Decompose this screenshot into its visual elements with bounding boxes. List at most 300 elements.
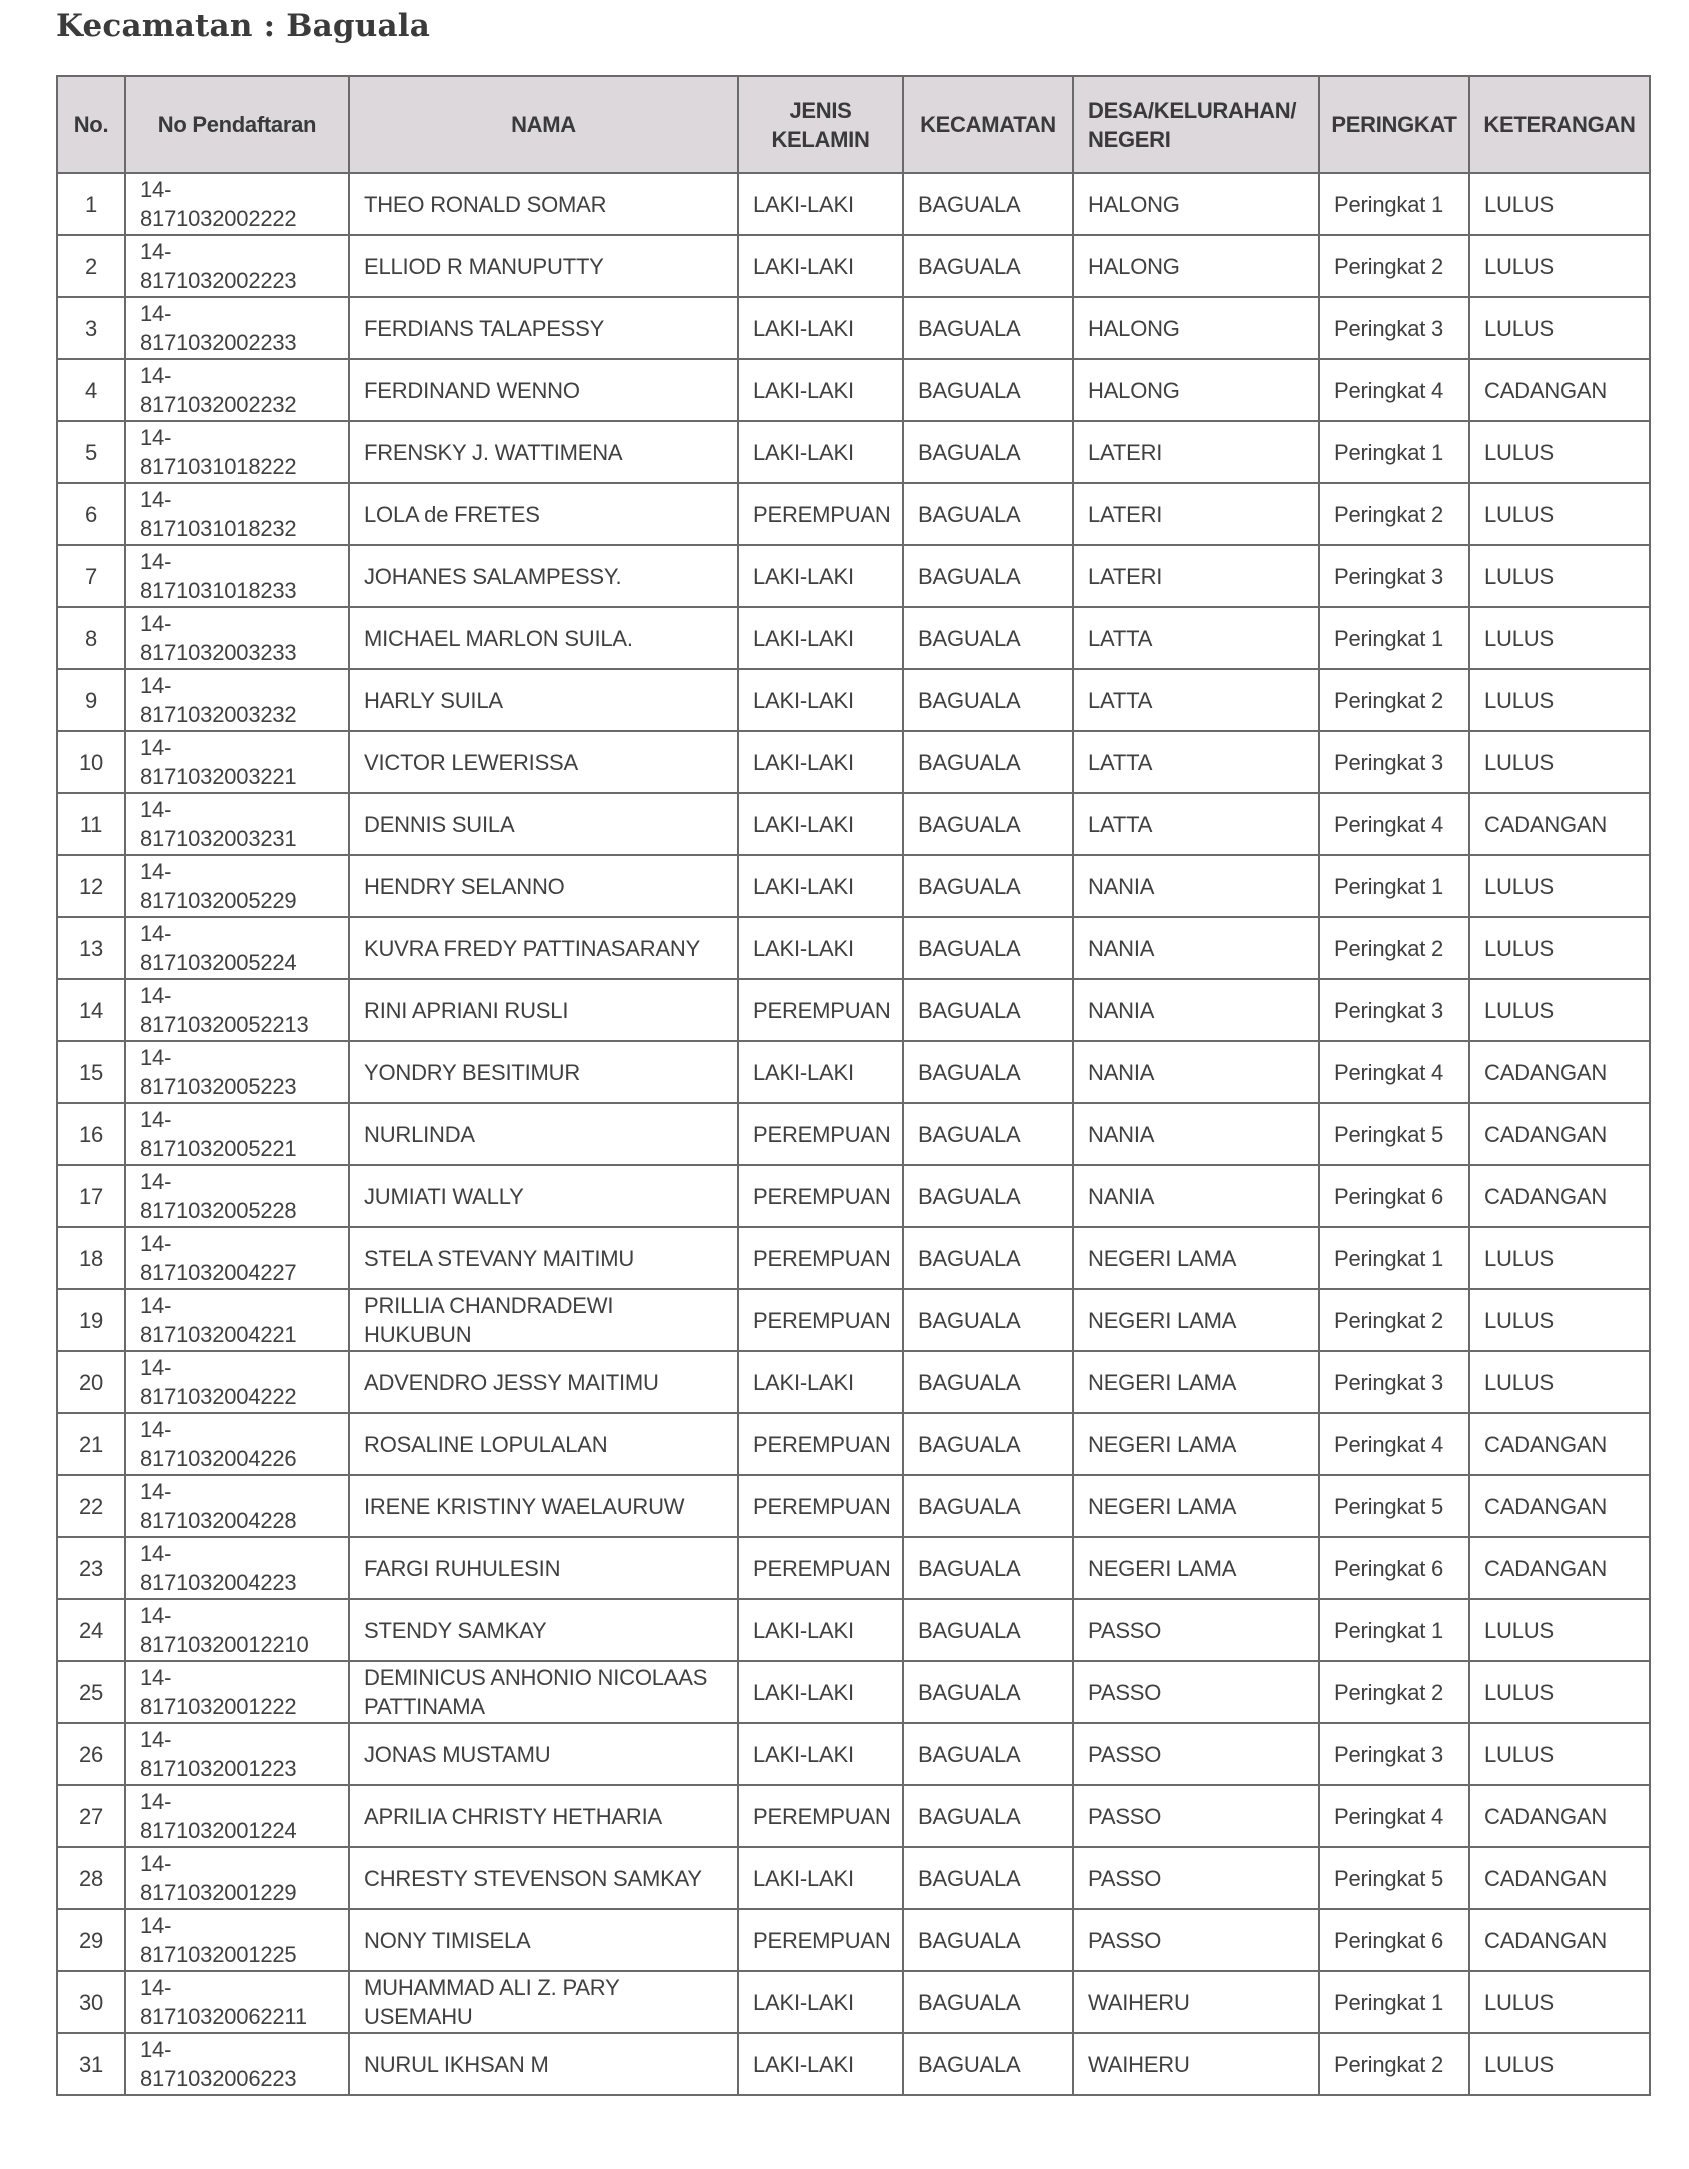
cell-peringkat: Peringkat 5 xyxy=(1319,1847,1469,1909)
table-row xyxy=(57,607,1650,669)
reg-prefix: 14- xyxy=(140,549,172,574)
cell-keterangan: CADANGAN xyxy=(1469,1475,1650,1537)
cell-no: 13 xyxy=(57,917,125,979)
cell-no: 18 xyxy=(57,1227,125,1289)
cell-jenis-kelamin: LAKI-LAKI xyxy=(738,855,903,917)
cell-no-pendaftaran xyxy=(125,1227,349,1289)
reg-prefix: 14- xyxy=(140,239,172,264)
cell-peringkat: Peringkat 1 xyxy=(1319,607,1469,669)
cell-no-pendaftaran xyxy=(125,421,349,483)
cell-keterangan: LULUS xyxy=(1469,979,1650,1041)
cell-peringkat: Peringkat 4 xyxy=(1319,1041,1469,1103)
cell-desa: PASSO xyxy=(1073,1785,1319,1847)
cell-peringkat: Peringkat 2 xyxy=(1319,235,1469,297)
cell-kecamatan: BAGUALA xyxy=(903,2033,1073,2095)
reg-prefix: 14- xyxy=(140,611,172,636)
cell-jenis-kelamin: LAKI-LAKI xyxy=(738,1041,903,1103)
cell-keterangan: LULUS xyxy=(1469,731,1650,793)
table-row xyxy=(57,1103,1650,1165)
table-header xyxy=(57,76,1650,173)
cell-no: 19 xyxy=(57,1289,125,1351)
cell-keterangan: LULUS xyxy=(1469,545,1650,607)
cell-kecamatan: BAGUALA xyxy=(903,1723,1073,1785)
header-jenis-kelamin: JENIS KELAMIN xyxy=(738,76,903,173)
cell-peringkat: Peringkat 1 xyxy=(1319,1971,1469,2033)
table-row xyxy=(57,1723,1650,1785)
header-desa: DESA/KELURAHAN/ NEGERI xyxy=(1073,76,1319,173)
cell-desa: LATTA xyxy=(1073,731,1319,793)
reg-number: 8171032001225 xyxy=(140,1942,297,1967)
cell-kecamatan: BAGUALA xyxy=(903,1413,1073,1475)
table-row xyxy=(57,1661,1650,1723)
cell-keterangan: LULUS xyxy=(1469,1599,1650,1661)
cell-keterangan: LULUS xyxy=(1469,2033,1650,2095)
cell-no-pendaftaran xyxy=(125,1165,349,1227)
cell-no: 21 xyxy=(57,1413,125,1475)
cell-peringkat: Peringkat 1 xyxy=(1319,1599,1469,1661)
cell-jenis-kelamin: LAKI-LAKI xyxy=(738,1847,903,1909)
reg-prefix: 14- xyxy=(140,1851,172,1876)
cell-jenis-kelamin: PEREMPUAN xyxy=(738,1165,903,1227)
cell-jenis-kelamin: LAKI-LAKI xyxy=(738,297,903,359)
reg-prefix: 14- xyxy=(140,1541,172,1566)
cell-nama: LOLA de FRETES xyxy=(349,483,738,545)
cell-nama: VICTOR LEWERISSA xyxy=(349,731,738,793)
cell-jenis-kelamin: LAKI-LAKI xyxy=(738,793,903,855)
cell-no-pendaftaran xyxy=(125,1785,349,1847)
cell-nama: PRILLIA CHANDRADEWI HUKUBUN xyxy=(349,1289,738,1351)
cell-no-pendaftaran xyxy=(125,1971,349,2033)
page-title: Kecamatan : Baguala xyxy=(56,8,431,44)
header-nama: NAMA xyxy=(349,76,738,173)
cell-desa: LATTA xyxy=(1073,793,1319,855)
reg-prefix: 14- xyxy=(140,1913,172,1938)
cell-no-pendaftaran xyxy=(125,1537,349,1599)
cell-keterangan: CADANGAN xyxy=(1469,1103,1650,1165)
cell-no-pendaftaran xyxy=(125,297,349,359)
reg-prefix: 14- xyxy=(140,425,172,450)
cell-desa: HALONG xyxy=(1073,173,1319,235)
cell-no: 24 xyxy=(57,1599,125,1661)
cell-peringkat: Peringkat 3 xyxy=(1319,731,1469,793)
cell-no-pendaftaran xyxy=(125,483,349,545)
reg-number: 8171032005229 xyxy=(140,888,297,913)
header-peringkat: PERINGKAT xyxy=(1319,76,1469,173)
reg-number: 8171032004226 xyxy=(140,1446,297,1471)
cell-peringkat: Peringkat 3 xyxy=(1319,545,1469,607)
cell-jenis-kelamin: LAKI-LAKI xyxy=(738,359,903,421)
cell-keterangan: LULUS xyxy=(1469,669,1650,731)
cell-keterangan: LULUS xyxy=(1469,1971,1650,2033)
cell-no: 30 xyxy=(57,1971,125,2033)
cell-no-pendaftaran xyxy=(125,1847,349,1909)
cell-jenis-kelamin: LAKI-LAKI xyxy=(738,173,903,235)
cell-jenis-kelamin: LAKI-LAKI xyxy=(738,2033,903,2095)
reg-number: 81710320052213 xyxy=(140,1012,309,1037)
table-row xyxy=(57,1413,1650,1475)
cell-no-pendaftaran xyxy=(125,1351,349,1413)
cell-peringkat: Peringkat 1 xyxy=(1319,855,1469,917)
cell-no-pendaftaran xyxy=(125,235,349,297)
cell-keterangan: LULUS xyxy=(1469,917,1650,979)
table-row xyxy=(57,545,1650,607)
cell-peringkat: Peringkat 2 xyxy=(1319,2033,1469,2095)
reg-prefix: 14- xyxy=(140,487,172,512)
table-row xyxy=(57,1537,1650,1599)
cell-no-pendaftaran xyxy=(125,731,349,793)
cell-nama: HENDRY SELANNO xyxy=(349,855,738,917)
reg-number: 8171032005224 xyxy=(140,950,297,975)
cell-desa: LATERI xyxy=(1073,545,1319,607)
cell-no-pendaftaran xyxy=(125,1661,349,1723)
header-no: No. xyxy=(57,76,125,173)
results-table xyxy=(56,75,1651,2096)
cell-no-pendaftaran xyxy=(125,1909,349,1971)
cell-keterangan: LULUS xyxy=(1469,421,1650,483)
cell-no: 10 xyxy=(57,731,125,793)
cell-nama: NURLINDA xyxy=(349,1103,738,1165)
cell-jenis-kelamin: LAKI-LAKI xyxy=(738,545,903,607)
reg-prefix: 14- xyxy=(140,983,172,1008)
reg-number: 8171032003231 xyxy=(140,826,297,851)
cell-desa: PASSO xyxy=(1073,1661,1319,1723)
cell-kecamatan: BAGUALA xyxy=(903,1475,1073,1537)
reg-prefix: 14- xyxy=(140,797,172,822)
cell-no-pendaftaran xyxy=(125,545,349,607)
table-body xyxy=(57,173,1650,2095)
reg-prefix: 14- xyxy=(140,1355,172,1380)
cell-no: 11 xyxy=(57,793,125,855)
cell-peringkat: Peringkat 1 xyxy=(1319,173,1469,235)
reg-number: 8171032004222 xyxy=(140,1384,297,1409)
cell-kecamatan: BAGUALA xyxy=(903,1599,1073,1661)
cell-keterangan: CADANGAN xyxy=(1469,1413,1650,1475)
cell-kecamatan: BAGUALA xyxy=(903,793,1073,855)
cell-keterangan: CADANGAN xyxy=(1469,359,1650,421)
table-row xyxy=(57,855,1650,917)
cell-peringkat: Peringkat 2 xyxy=(1319,917,1469,979)
cell-no: 12 xyxy=(57,855,125,917)
cell-nama: DEMINICUS ANHONIO NICOLAAS PATTINAMA xyxy=(349,1661,738,1723)
cell-desa: HALONG xyxy=(1073,235,1319,297)
cell-peringkat: Peringkat 3 xyxy=(1319,297,1469,359)
cell-no-pendaftaran xyxy=(125,1599,349,1661)
cell-desa: NEGERI LAMA xyxy=(1073,1475,1319,1537)
reg-number: 8171032004221 xyxy=(140,1322,297,1347)
cell-no: 4 xyxy=(57,359,125,421)
cell-desa: NEGERI LAMA xyxy=(1073,1351,1319,1413)
cell-jenis-kelamin: LAKI-LAKI xyxy=(738,235,903,297)
cell-peringkat: Peringkat 6 xyxy=(1319,1537,1469,1599)
cell-no: 31 xyxy=(57,2033,125,2095)
cell-nama: MUHAMMAD ALI Z. PARY USEMAHU xyxy=(349,1971,738,2033)
cell-peringkat: Peringkat 1 xyxy=(1319,421,1469,483)
reg-prefix: 14- xyxy=(140,1045,172,1070)
cell-no-pendaftaran xyxy=(125,1289,349,1351)
cell-nama: NONY TIMISELA xyxy=(349,1909,738,1971)
header-keterangan: KETERANGAN xyxy=(1469,76,1650,173)
reg-number: 81710320012210 xyxy=(140,1632,309,1657)
cell-desa: PASSO xyxy=(1073,1599,1319,1661)
cell-jenis-kelamin: PEREMPUAN xyxy=(738,1909,903,1971)
table-row xyxy=(57,1971,1650,2033)
reg-prefix: 14- xyxy=(140,1107,172,1132)
cell-keterangan: CADANGAN xyxy=(1469,1041,1650,1103)
cell-peringkat: Peringkat 1 xyxy=(1319,1227,1469,1289)
cell-jenis-kelamin: PEREMPUAN xyxy=(738,1289,903,1351)
cell-desa: PASSO xyxy=(1073,1847,1319,1909)
cell-kecamatan: BAGUALA xyxy=(903,855,1073,917)
cell-keterangan: LULUS xyxy=(1469,1289,1650,1351)
cell-kecamatan: BAGUALA xyxy=(903,1785,1073,1847)
cell-peringkat: Peringkat 4 xyxy=(1319,793,1469,855)
reg-prefix: 14- xyxy=(140,1603,172,1628)
cell-no-pendaftaran xyxy=(125,173,349,235)
cell-no-pendaftaran xyxy=(125,607,349,669)
cell-nama: NURUL IKHSAN M xyxy=(349,2033,738,2095)
cell-jenis-kelamin: LAKI-LAKI xyxy=(738,1661,903,1723)
cell-nama: APRILIA CHRISTY HETHARIA xyxy=(349,1785,738,1847)
cell-keterangan: CADANGAN xyxy=(1469,793,1650,855)
header-no-pendaftaran: No Pendaftaran xyxy=(125,76,349,173)
cell-nama: STELA STEVANY MAITIMU xyxy=(349,1227,738,1289)
cell-kecamatan: BAGUALA xyxy=(903,731,1073,793)
reg-number: 8171032005221 xyxy=(140,1136,297,1161)
cell-keterangan: LULUS xyxy=(1469,297,1650,359)
cell-keterangan: LULUS xyxy=(1469,1661,1650,1723)
cell-no: 5 xyxy=(57,421,125,483)
reg-prefix: 14- xyxy=(140,859,172,884)
cell-jenis-kelamin: PEREMPUAN xyxy=(738,1413,903,1475)
cell-no: 16 xyxy=(57,1103,125,1165)
cell-nama: FERDIANS TALAPESSY xyxy=(349,297,738,359)
reg-number: 8171032001223 xyxy=(140,1756,297,1781)
cell-kecamatan: BAGUALA xyxy=(903,421,1073,483)
reg-prefix: 14- xyxy=(140,1417,172,1442)
cell-no: 17 xyxy=(57,1165,125,1227)
cell-jenis-kelamin: LAKI-LAKI xyxy=(738,607,903,669)
cell-no: 14 xyxy=(57,979,125,1041)
cell-no-pendaftaran xyxy=(125,1103,349,1165)
reg-prefix: 14- xyxy=(140,735,172,760)
cell-desa: LATERI xyxy=(1073,421,1319,483)
cell-jenis-kelamin: PEREMPUAN xyxy=(738,1103,903,1165)
cell-kecamatan: BAGUALA xyxy=(903,979,1073,1041)
cell-no: 29 xyxy=(57,1909,125,1971)
cell-jenis-kelamin: LAKI-LAKI xyxy=(738,917,903,979)
reg-prefix: 14- xyxy=(140,1789,172,1814)
table-row xyxy=(57,793,1650,855)
cell-peringkat: Peringkat 2 xyxy=(1319,669,1469,731)
cell-desa: HALONG xyxy=(1073,297,1319,359)
cell-kecamatan: BAGUALA xyxy=(903,1661,1073,1723)
table-row xyxy=(57,297,1650,359)
cell-jenis-kelamin: PEREMPUAN xyxy=(738,1227,903,1289)
cell-nama: JUMIATI WALLY xyxy=(349,1165,738,1227)
cell-peringkat: Peringkat 4 xyxy=(1319,1413,1469,1475)
table-row xyxy=(57,1599,1650,1661)
cell-peringkat: Peringkat 3 xyxy=(1319,1351,1469,1413)
reg-number: 8171032004228 xyxy=(140,1508,297,1533)
cell-jenis-kelamin: LAKI-LAKI xyxy=(738,731,903,793)
cell-no: 20 xyxy=(57,1351,125,1413)
table-row xyxy=(57,1041,1650,1103)
reg-number: 8171032003233 xyxy=(140,640,297,665)
cell-nama: IRENE KRISTINY WAELAURUW xyxy=(349,1475,738,1537)
cell-nama: CHRESTY STEVENSON SAMKAY xyxy=(349,1847,738,1909)
reg-prefix: 14- xyxy=(140,921,172,946)
cell-keterangan: LULUS xyxy=(1469,173,1650,235)
table-row xyxy=(57,917,1650,979)
cell-no: 7 xyxy=(57,545,125,607)
cell-desa: NANIA xyxy=(1073,979,1319,1041)
table-row xyxy=(57,235,1650,297)
reg-number: 8171032001229 xyxy=(140,1880,297,1905)
reg-prefix: 14- xyxy=(140,1231,172,1256)
cell-kecamatan: BAGUALA xyxy=(903,607,1073,669)
cell-desa: PASSO xyxy=(1073,1909,1319,1971)
cell-keterangan: LULUS xyxy=(1469,607,1650,669)
table-row xyxy=(57,1785,1650,1847)
reg-number: 8171031018232 xyxy=(140,516,297,541)
cell-keterangan: CADANGAN xyxy=(1469,1537,1650,1599)
cell-desa: NANIA xyxy=(1073,1103,1319,1165)
cell-nama: MICHAEL MARLON SUILA. xyxy=(349,607,738,669)
cell-peringkat: Peringkat 6 xyxy=(1319,1909,1469,1971)
cell-desa: NEGERI LAMA xyxy=(1073,1289,1319,1351)
reg-number: 8171032003221 xyxy=(140,764,297,789)
table-row xyxy=(57,1165,1650,1227)
cell-no-pendaftaran xyxy=(125,917,349,979)
cell-jenis-kelamin: LAKI-LAKI xyxy=(738,1971,903,2033)
header-kecamatan: KECAMATAN xyxy=(903,76,1073,173)
cell-jenis-kelamin: PEREMPUAN xyxy=(738,1537,903,1599)
header-row xyxy=(57,76,1650,173)
cell-peringkat: Peringkat 6 xyxy=(1319,1165,1469,1227)
cell-no: 9 xyxy=(57,669,125,731)
cell-keterangan: CADANGAN xyxy=(1469,1785,1650,1847)
cell-desa: NANIA xyxy=(1073,855,1319,917)
cell-desa: LATERI xyxy=(1073,483,1319,545)
cell-jenis-kelamin: LAKI-LAKI xyxy=(738,421,903,483)
cell-nama: KUVRA FREDY PATTINASARANY xyxy=(349,917,738,979)
table-row xyxy=(57,1847,1650,1909)
reg-prefix: 14- xyxy=(140,673,172,698)
cell-no-pendaftaran xyxy=(125,1475,349,1537)
table-row xyxy=(57,1351,1650,1413)
cell-desa: WAIHERU xyxy=(1073,2033,1319,2095)
cell-kecamatan: BAGUALA xyxy=(903,235,1073,297)
cell-no: 1 xyxy=(57,173,125,235)
cell-keterangan: LULUS xyxy=(1469,1351,1650,1413)
cell-peringkat: Peringkat 3 xyxy=(1319,979,1469,1041)
reg-number: 8171032002222 xyxy=(140,206,297,231)
cell-no: 8 xyxy=(57,607,125,669)
cell-nama: ELLIOD R MANUPUTTY xyxy=(349,235,738,297)
reg-prefix: 14- xyxy=(140,177,172,202)
cell-desa: NEGERI LAMA xyxy=(1073,1227,1319,1289)
cell-kecamatan: BAGUALA xyxy=(903,669,1073,731)
cell-kecamatan: BAGUALA xyxy=(903,173,1073,235)
cell-kecamatan: BAGUALA xyxy=(903,1289,1073,1351)
cell-kecamatan: BAGUALA xyxy=(903,1351,1073,1413)
table-row xyxy=(57,979,1650,1041)
reg-number: 8171031018233 xyxy=(140,578,297,603)
cell-desa: NEGERI LAMA xyxy=(1073,1537,1319,1599)
cell-desa: WAIHERU xyxy=(1073,1971,1319,2033)
cell-peringkat: Peringkat 3 xyxy=(1319,1723,1469,1785)
reg-prefix: 14- xyxy=(140,301,172,326)
cell-desa: NANIA xyxy=(1073,1165,1319,1227)
table-row xyxy=(57,173,1650,235)
reg-number: 8171032005223 xyxy=(140,1074,297,1099)
table-row xyxy=(57,483,1650,545)
table-row xyxy=(57,1289,1650,1351)
cell-keterangan: LULUS xyxy=(1469,1227,1650,1289)
reg-number: 8171032002232 xyxy=(140,392,297,417)
reg-number: 81710320062211 xyxy=(140,2004,307,2029)
cell-jenis-kelamin: PEREMPUAN xyxy=(738,1785,903,1847)
cell-nama: DENNIS SUILA xyxy=(349,793,738,855)
cell-no: 28 xyxy=(57,1847,125,1909)
cell-jenis-kelamin: PEREMPUAN xyxy=(738,483,903,545)
reg-prefix: 14- xyxy=(140,1479,172,1504)
cell-no: 3 xyxy=(57,297,125,359)
cell-kecamatan: BAGUALA xyxy=(903,545,1073,607)
cell-no: 25 xyxy=(57,1661,125,1723)
cell-no-pendaftaran xyxy=(125,2033,349,2095)
cell-keterangan: CADANGAN xyxy=(1469,1847,1650,1909)
cell-no: 23 xyxy=(57,1537,125,1599)
cell-kecamatan: BAGUALA xyxy=(903,1971,1073,2033)
reg-prefix: 14- xyxy=(140,1169,172,1194)
reg-number: 8171032004223 xyxy=(140,1570,297,1595)
cell-no: 22 xyxy=(57,1475,125,1537)
cell-kecamatan: BAGUALA xyxy=(903,359,1073,421)
reg-prefix: 14- xyxy=(140,1727,172,1752)
reg-number: 8171032005228 xyxy=(140,1198,297,1223)
cell-desa: PASSO xyxy=(1073,1723,1319,1785)
table-row xyxy=(57,669,1650,731)
cell-desa: NANIA xyxy=(1073,1041,1319,1103)
cell-no-pendaftaran xyxy=(125,793,349,855)
cell-nama: ADVENDRO JESSY MAITIMU xyxy=(349,1351,738,1413)
cell-no-pendaftaran xyxy=(125,669,349,731)
cell-no: 26 xyxy=(57,1723,125,1785)
cell-no-pendaftaran xyxy=(125,1041,349,1103)
cell-keterangan: LULUS xyxy=(1469,235,1650,297)
cell-peringkat: Peringkat 4 xyxy=(1319,1785,1469,1847)
cell-desa: LATTA xyxy=(1073,669,1319,731)
cell-peringkat: Peringkat 5 xyxy=(1319,1103,1469,1165)
cell-kecamatan: BAGUALA xyxy=(903,1227,1073,1289)
reg-prefix: 14- xyxy=(140,1975,172,2000)
cell-jenis-kelamin: LAKI-LAKI xyxy=(738,1723,903,1785)
cell-nama: FERDINAND WENNO xyxy=(349,359,738,421)
cell-kecamatan: BAGUALA xyxy=(903,917,1073,979)
cell-peringkat: Peringkat 2 xyxy=(1319,1289,1469,1351)
table-row xyxy=(57,1227,1650,1289)
cell-no-pendaftaran xyxy=(125,359,349,421)
cell-no-pendaftaran xyxy=(125,855,349,917)
cell-no-pendaftaran xyxy=(125,979,349,1041)
cell-keterangan: LULUS xyxy=(1469,855,1650,917)
reg-prefix: 14- xyxy=(140,363,172,388)
cell-jenis-kelamin: LAKI-LAKI xyxy=(738,669,903,731)
cell-no-pendaftaran xyxy=(125,1413,349,1475)
cell-desa: HALONG xyxy=(1073,359,1319,421)
reg-number: 8171032004227 xyxy=(140,1260,297,1285)
